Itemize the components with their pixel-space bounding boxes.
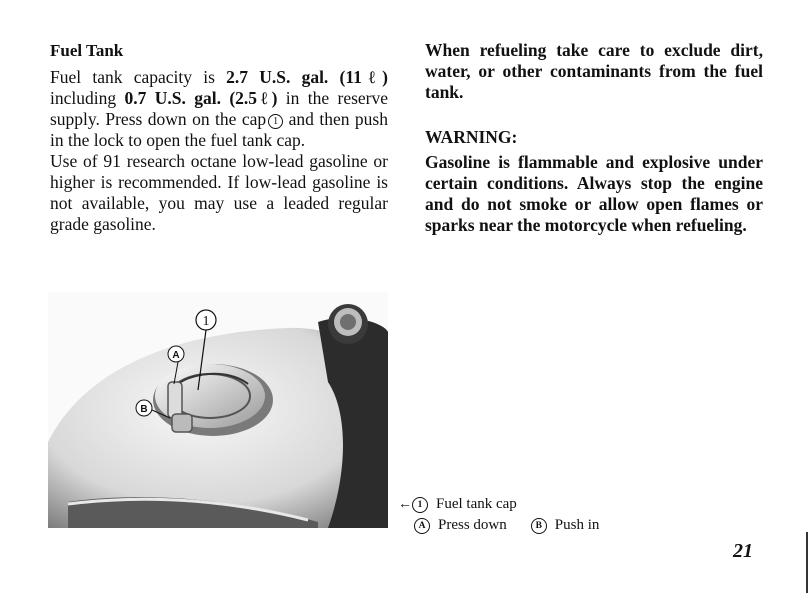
caption-mark-a: A (414, 518, 430, 534)
caption-text-push: Push in (554, 517, 600, 533)
page-edge-line (806, 532, 808, 593)
left-column (50, 34, 388, 235)
caption-text-press: Press down (438, 517, 507, 533)
fuel-tank-photo (48, 292, 388, 528)
callout-1-label: 1 (202, 314, 210, 329)
caption-row-cap (398, 494, 599, 515)
arrow-left-icon: ← (398, 497, 412, 512)
callout-b-label: B (140, 404, 148, 415)
cap-reference-mark: 1 (268, 114, 283, 129)
photo-caption (398, 494, 599, 535)
warning-text: Gasoline is flammable and explosive under certain conditions. Always stop the engine and do not smoke or allow open flames or sparks near the motorcycle when refueling. (425, 152, 763, 235)
refueling-paragraph: When refueling take care to exclude dirt, water, or other contaminants from the fuel tank. (425, 40, 763, 102)
section-title: Fuel Tank (50, 41, 124, 60)
callout-a-label: A (172, 350, 180, 361)
caption-row-actions (398, 515, 599, 535)
caption-mark-1: 1 (412, 497, 428, 513)
right-column (425, 34, 763, 236)
warning-title: WARNING: (425, 127, 518, 147)
page-number: 21 (733, 540, 753, 562)
fuel-tank-illustration (48, 292, 388, 528)
capacity-paragraph: Fuel tank capacity is 2.7 U.S. gal. (11ℓ) including 0.7 U.S. gal. (2.5ℓ) in the reserve supply. Press down on the cap 1 and then push in the lock to open the fuel tank cap. (50, 67, 389, 150)
caption-mark-b: B (531, 518, 547, 534)
caption-text-cap: Fuel tank cap (436, 496, 517, 512)
octane-paragraph: Use of 91 research octane low-lead gasoline or higher is recommended. If low-lead gasoline is not available, you may use a leaded regular grade gasoline. (50, 151, 388, 234)
